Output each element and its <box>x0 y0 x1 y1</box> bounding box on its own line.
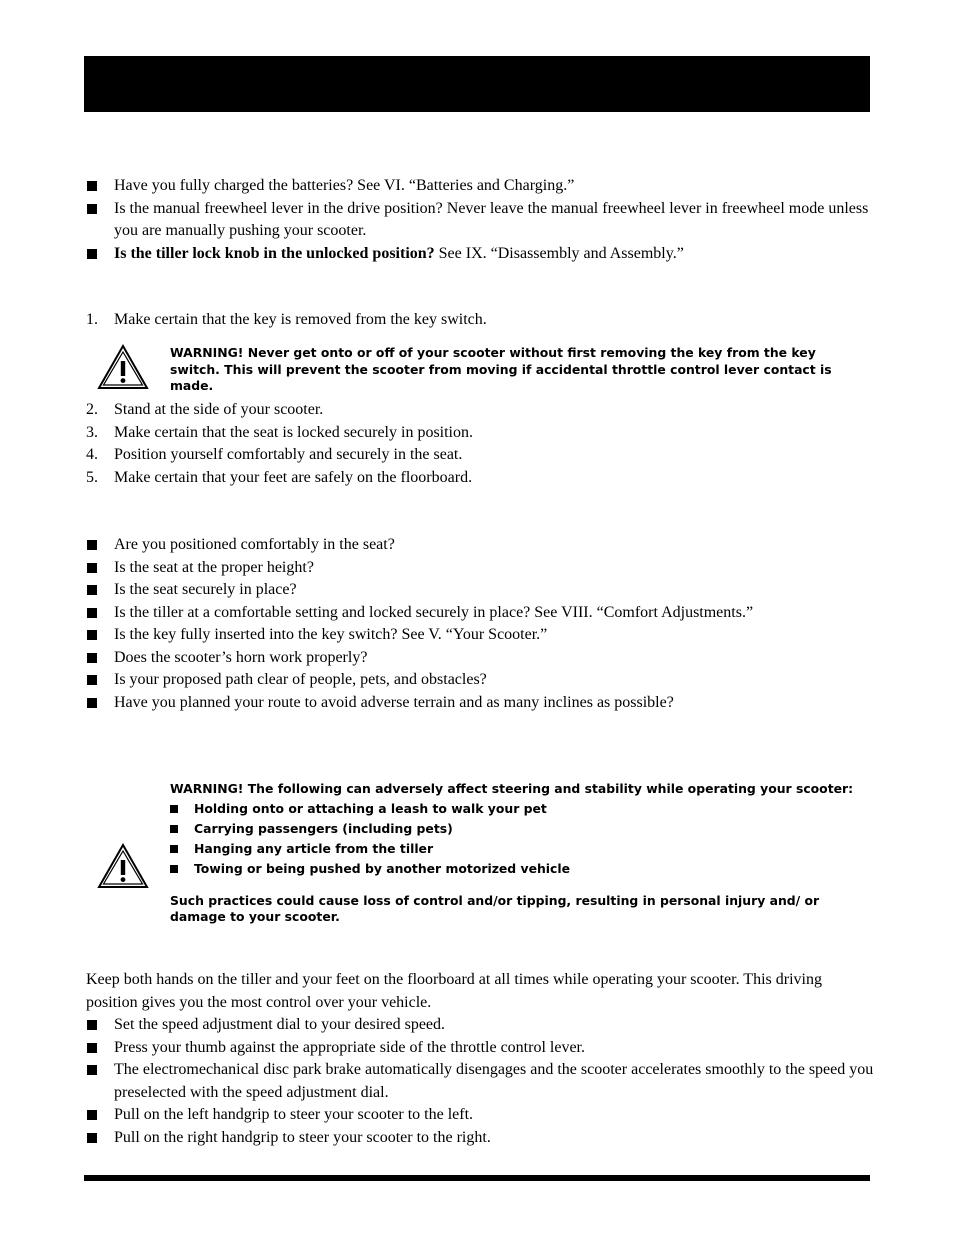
list-item: Have you fully charged the batteries? See VI. “Batteries and Charging.” <box>86 175 876 198</box>
footer-rule <box>84 1175 870 1181</box>
header-bar <box>84 56 870 112</box>
square-bullet-icon <box>87 1043 97 1053</box>
square-bullet-icon <box>87 181 97 191</box>
square-bullet-icon <box>170 825 178 833</box>
warning-key-removal: WARNING! Never get onto or off of your scooter without first removing the key from the key switch. This will prevent the scooter from moving if accidental throttle control lever contact is made. <box>170 345 832 394</box>
warning-stability <box>170 781 860 926</box>
square-bullet-icon <box>170 845 178 853</box>
square-bullet-icon <box>87 1020 97 1030</box>
list-item: The electromechanical disc park brake automatically disengages and the scooter accelerates smoothly to the speed you preselected with the speed adjustment dial. <box>86 1059 876 1104</box>
square-bullet-icon <box>87 540 97 550</box>
square-bullet-icon <box>87 204 97 214</box>
list-item: 3. Make certain that the seat is locked securely in position. <box>86 423 473 441</box>
list-item: 2. Stand at the side of your scooter. <box>86 401 324 418</box>
operation-list <box>86 1014 876 1149</box>
warning-triangle-icon <box>97 344 149 390</box>
list-item: Press your thumb against the appropriate side of the throttle control lever. <box>86 1037 876 1060</box>
mounting-steps <box>86 399 876 489</box>
list-item: Does the scooter’s horn work properly? <box>86 647 876 670</box>
list-item: Is the seat securely in place? <box>86 579 876 602</box>
list-item: 1. Make certain that the key is removed from the key switch. <box>86 311 487 328</box>
square-bullet-icon <box>87 1065 97 1075</box>
square-bullet-icon <box>87 1133 97 1143</box>
list-item: Is the key fully inserted into the key switch? See V. “Your Scooter.” <box>86 624 876 647</box>
warning-intro: WARNING! The following can adversely affect steering and stability while operating your scooter: <box>170 781 854 796</box>
list-item: Is the tiller at a comfortable setting and locked securely in place? See VIII. “Comfort Adjustments.” <box>86 602 876 625</box>
list-item: Is the tiller lock knob in the unlocked position? See IX. “Disassembly and Assembly.” <box>86 243 876 266</box>
mounting-steps-first <box>86 309 876 332</box>
list-item: Carrying passengers (including pets) <box>170 819 860 839</box>
square-bullet-icon <box>170 805 178 813</box>
list-item: Pull on the left handgrip to steer your scooter to the left. <box>86 1104 876 1127</box>
list-item: Set the speed adjustment dial to your desired speed. <box>86 1014 876 1037</box>
list-item: Hanging any article from the tiller <box>170 839 860 859</box>
list-item: 5. Make certain that your feet are safely on the floorboard. <box>86 468 473 486</box>
tiller-lock-question: Is the tiller lock knob in the unlocked position? <box>114 244 435 262</box>
square-bullet-icon <box>87 698 97 708</box>
square-bullet-icon <box>87 630 97 640</box>
square-bullet-icon <box>87 563 97 573</box>
warning-closing: Such practices could cause loss of control and/or tipping, resulting in personal injury and/ or damage to your scooter. <box>170 892 820 925</box>
pre-ride-check-list <box>86 534 876 714</box>
square-bullet-icon <box>170 865 178 873</box>
pre-check-list <box>86 175 876 265</box>
list-item: Are you positioned comfortably in the seat? <box>86 534 876 557</box>
list-item: Have you planned your route to avoid adverse terrain and as many inclines as possible? <box>86 692 876 715</box>
list-item: Is your proposed path clear of people, pets, and obstacles? <box>86 669 876 692</box>
list-item: Towing or being pushed by another motorized vehicle <box>170 859 860 879</box>
operation-paragraph: Keep both hands on the tiller and your feet on the floorboard at all times while operating your scooter. This driving position gives you the most control over your vehicle. <box>86 971 822 1011</box>
square-bullet-icon <box>87 249 97 259</box>
list-item: 4. Position yourself comfortably and securely in the seat. <box>86 446 463 463</box>
list-item: Is the manual freewheel lever in the drive position? Never leave the manual freewheel lever in freewheel mode unless you are manually pushing your scooter. <box>86 198 876 243</box>
list-item: Holding onto or attaching a leash to walk your pet <box>170 799 860 819</box>
square-bullet-icon <box>87 1110 97 1120</box>
square-bullet-icon <box>87 608 97 618</box>
square-bullet-icon <box>87 653 97 663</box>
square-bullet-icon <box>87 585 97 595</box>
warning-hazard-list <box>170 799 860 880</box>
square-bullet-icon <box>87 675 97 685</box>
warning-triangle-icon <box>97 843 149 889</box>
list-item: Is the seat at the proper height? <box>86 557 876 580</box>
list-item: Pull on the right handgrip to steer your scooter to the right. <box>86 1127 876 1150</box>
